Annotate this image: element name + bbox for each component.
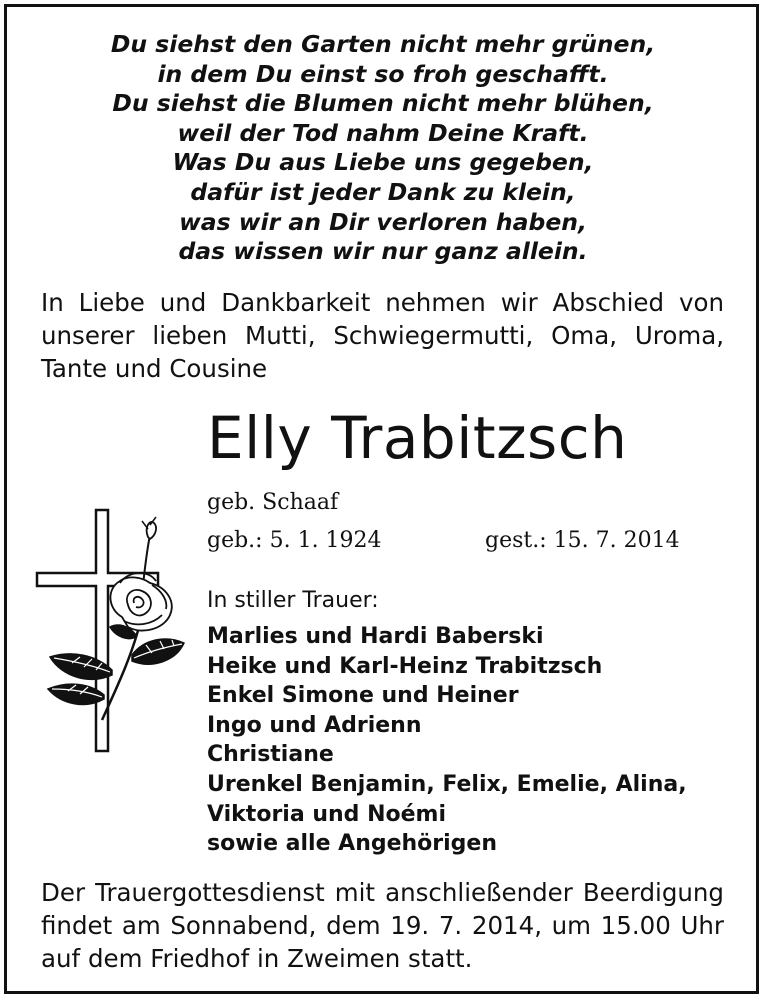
mourner-line: Heike und Karl-Heinz Trabitzsch <box>207 653 603 679</box>
mourner-line: Urenkel Benjamin, Felix, Emelie, Alina, <box>207 771 687 797</box>
intro-line: Tante und Cousine <box>41 354 268 383</box>
mourner-line: Marlies und Hardi Baberski <box>207 624 544 649</box>
intro-line: In Liebe und Dankbarkeit nehmen wir Abschied von <box>41 288 724 317</box>
poem-line: Du siehst die Blumen nicht mehr blühen, <box>112 89 654 118</box>
cross-with-rose-icon <box>32 505 192 755</box>
mourner-line: Christiane <box>207 742 334 768</box>
poem <box>0 30 766 267</box>
intro-line: unserer lieben Mutti, Schwiegermutti, Oma, Uroma, <box>41 321 724 350</box>
service-line: auf dem Friedhof in Zweimen statt. <box>41 944 473 973</box>
mourner-line: sowie alle Angehörigen <box>207 831 498 857</box>
poem-line: das wissen wir nur ganz allein. <box>178 237 588 266</box>
intro-text <box>41 286 724 385</box>
poem-line: Was Du aus Liebe uns gegeben, <box>172 148 594 177</box>
service-line: findet am Sonnabend, dem 19. 7. 2014, um 15.00 Uhr <box>41 911 724 940</box>
mourner-line: Viktoria und Noémi <box>207 801 446 827</box>
mourners-list <box>207 622 687 859</box>
mourner-line: Ingo und Adrienn <box>207 712 422 738</box>
service-line: Der Trauergottesdienst mit anschließender Beerdigung <box>41 878 724 907</box>
service-text <box>41 876 724 975</box>
mourning-label: In stiller Trauer: <box>207 588 379 613</box>
birth-date: geb.: 5. 1. 1924 <box>207 528 382 553</box>
poem-line: weil der Tod nahm Deine Kraft. <box>177 118 589 147</box>
death-date: gest.: 15. 7. 2014 <box>485 528 680 553</box>
poem-line: was wir an Dir verloren haben, <box>179 207 587 236</box>
life-dates <box>207 528 680 553</box>
poem-line: Du siehst den Garten nicht mehr grünen, <box>110 30 656 58</box>
deceased-name: Elly Trabitzsch <box>207 404 628 472</box>
poem-line: dafür ist jeder Dank zu klein, <box>190 177 576 206</box>
mourner-line: Enkel Simone und Heiner <box>207 683 519 709</box>
birth-name: geb. Schaaf <box>207 490 339 515</box>
poem-line: in dem Du einst so froh geschafft. <box>157 59 609 88</box>
